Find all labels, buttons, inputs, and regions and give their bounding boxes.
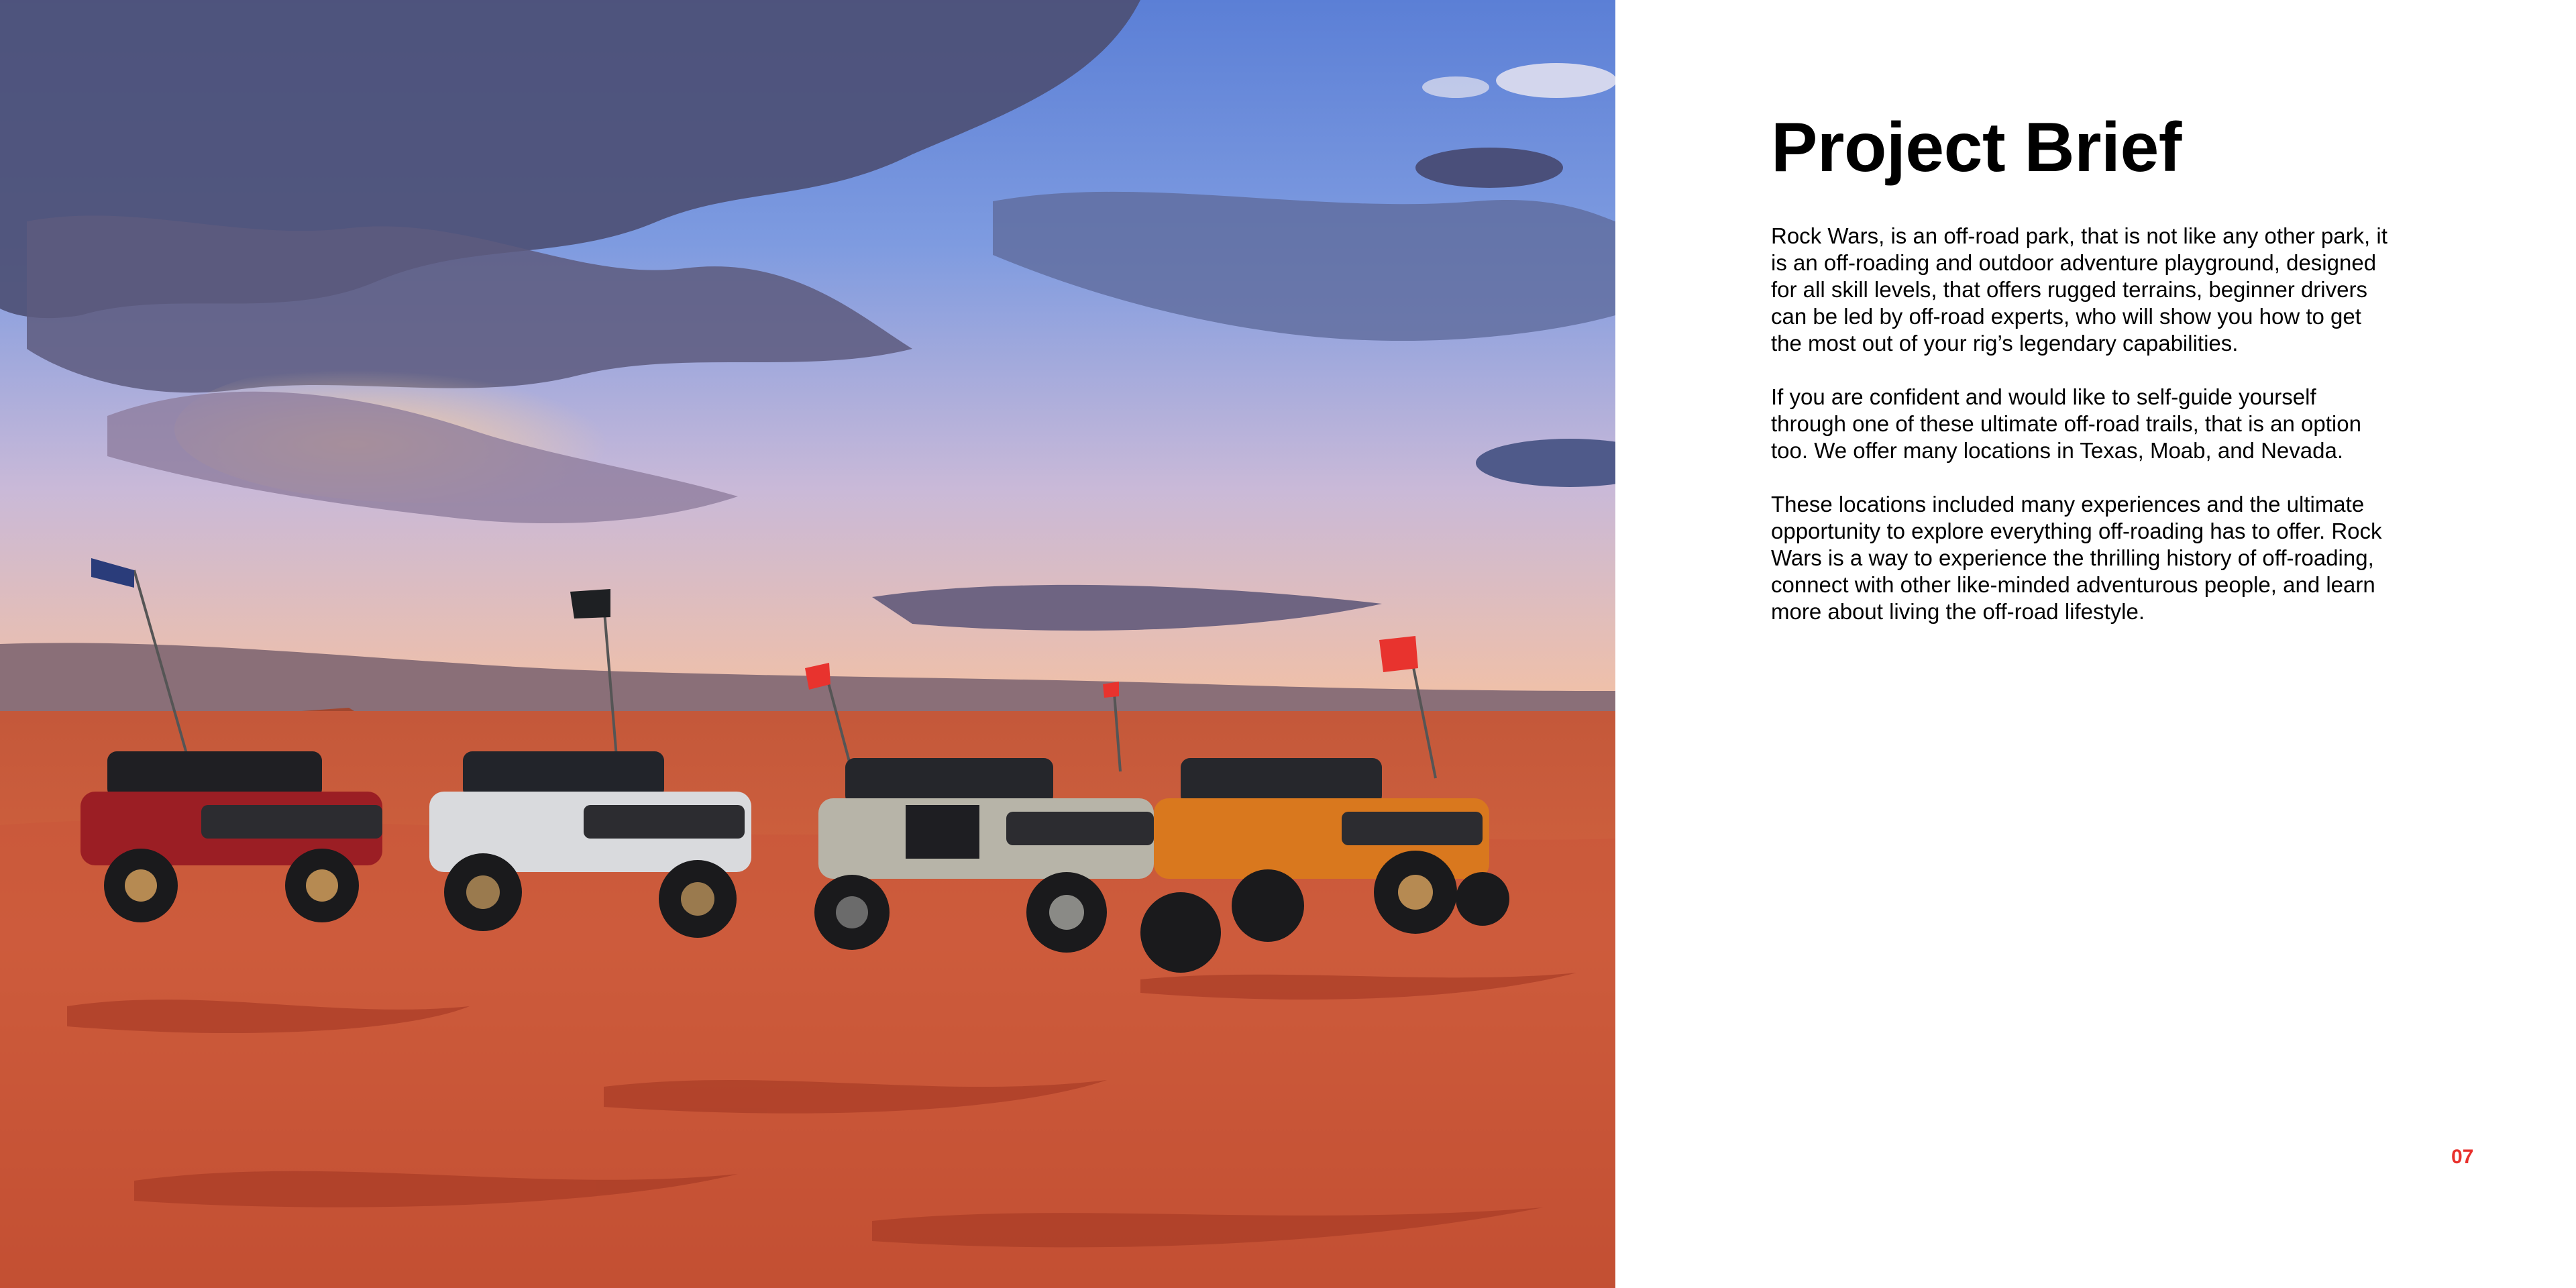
paragraph-self-guide: If you are confident and would like to self-guide yourself through one of these ultimate off-road trails, that is an option too. We offer many locations in Texas, Moab, and Nevada. bbox=[1771, 384, 2361, 463]
body-text bbox=[1771, 223, 2388, 652]
text-page bbox=[1615, 0, 2576, 1288]
flag-red bbox=[1379, 636, 1418, 672]
flag-red bbox=[1103, 682, 1119, 698]
flag-black bbox=[570, 589, 610, 619]
paragraph-intro: Rock Wars, is an off-road park, that is not like any other park, it is an off-roading and outdoor adventure playground, designed for all skill levels, that offers rugged terrains, beginner drivers can be led by off-road experts, who will show you how to get the most out of your rig’s legendary capabilities. bbox=[1771, 223, 2387, 356]
page-title: Project Brief bbox=[1771, 109, 2182, 186]
page-number: 07 bbox=[2451, 1146, 2474, 1168]
paragraph-experiences: These locations included many experiences and the ultimate opportunity to explore everything off-roading has to offer. Rock Wars is a way to experience the thrilling history of off-roading, connect with other like-minded adventurous people, and learn more about living the off-road lifestyle. bbox=[1771, 492, 2382, 624]
